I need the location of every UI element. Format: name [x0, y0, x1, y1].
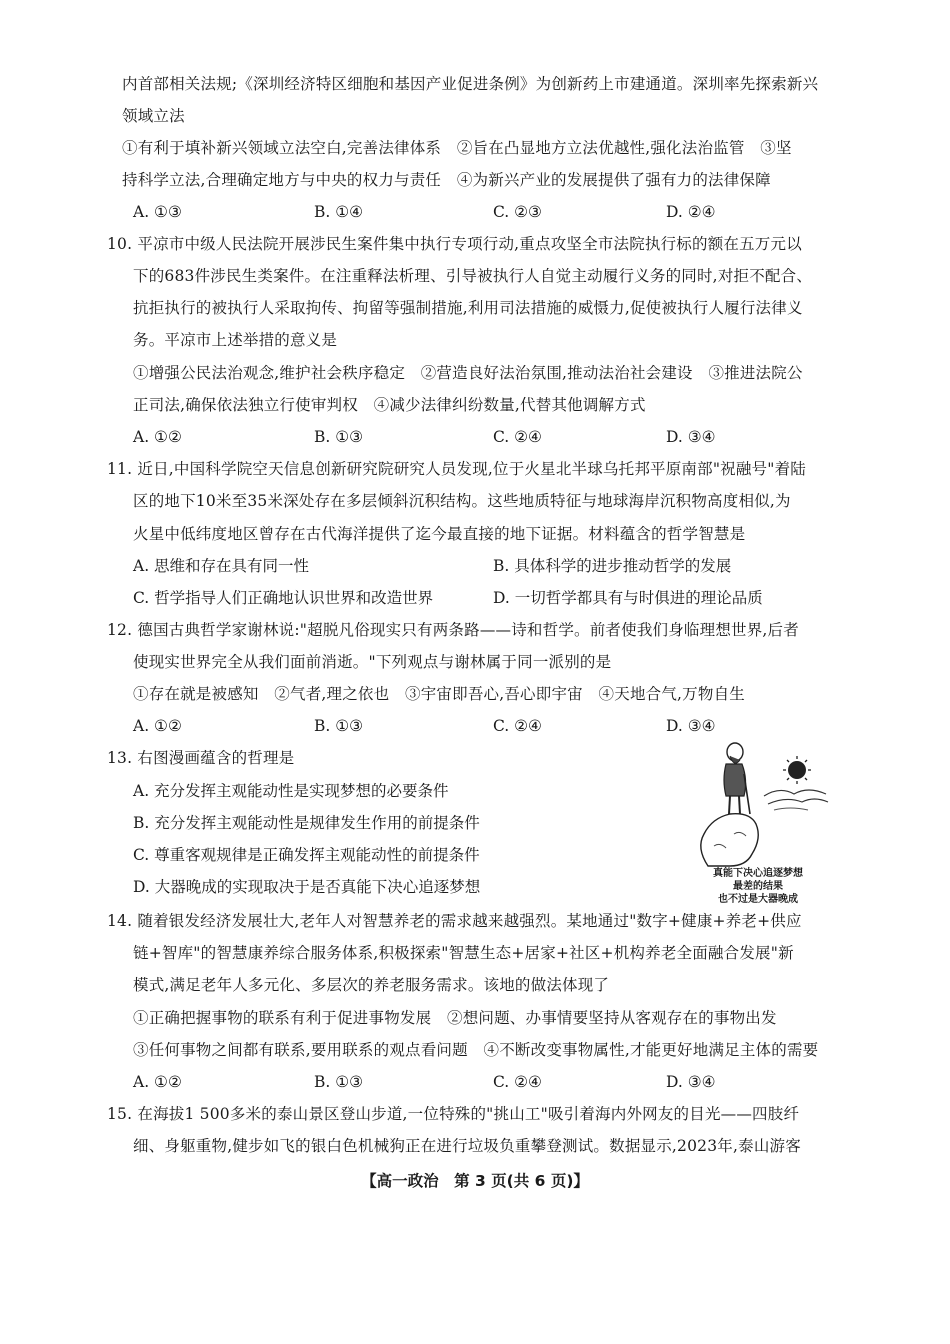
q12-stem-line: 使现实世界完全从我们面前消逝。"下列观点与谢林属于同一派别的是: [133, 653, 612, 671]
q12-stem-line: 12. 德国古典哲学家谢林说:"超脱凡俗现实只有两条路——诗和哲学。前者使我们身临理想世界,后者: [107, 621, 799, 639]
q13-option-a: A. 充分发挥主观能动性是实现梦想的必要条件: [133, 782, 449, 800]
q12-option-a: A. ①②: [133, 717, 182, 735]
q13-option-b: B. 充分发挥主观能动性是规律发生作用的前提条件: [133, 814, 480, 832]
q12-statement-line: ①存在就是被感知 ②气者,理之依也 ③宇宙即吾心,吾心即宇宙 ④天地合气,万物自生: [133, 685, 745, 703]
q14-statement-line: ③任何事物之间都有联系,要用联系的观点看问题 ④不断改变事物属性,才能更好地满足主体的需要: [133, 1041, 819, 1059]
q12-option-b: B. ①③: [314, 717, 364, 735]
q11-stem-line: 区的地下10米至35米深处存在多层倾斜沉积结构。这些地质特征与地球海岸沉积物高度相似,为: [133, 492, 791, 510]
q9-statement-line: ①有利于填补新兴领域立法空白,完善法律体系 ②旨在凸显地方立法优越性,强化法治监管 ③坚: [122, 139, 792, 157]
q14-option-a: A. ①②: [133, 1073, 182, 1091]
q14-option-b: B. ①③: [314, 1073, 364, 1091]
q9-statement-line: 持科学立法,合理确定地方与中央的权力与责任 ④为新兴产业的发展提供了强有力的法律保障: [122, 171, 771, 189]
q9-option-c: C. ②③: [493, 203, 542, 221]
cartoon-caption-line: 也不过是大器晚成: [718, 894, 798, 905]
q10-statement-line: 正司法,确保依法独立行使审判权 ④减少法律纠纷数量,代替其他调解方式: [133, 396, 646, 414]
q15-stem-line: 15. 在海拔1 500多米的泰山景区登山步道,一位特殊的"挑山工"吸引着海内外网友的目光——四肢纤: [107, 1105, 800, 1123]
q10-option-d: D. ③④: [666, 428, 716, 446]
q13-stem-line: 13. 右图漫画蕴含的哲理是: [107, 749, 295, 767]
q15-stem-line: 细、身躯重物,健步如飞的银白色机械狗正在进行垃圾负重攀登测试。数据显示,2023年,泰山游客: [133, 1137, 801, 1155]
cartoon-caption-line: 真能下决心追逐梦想: [713, 868, 803, 879]
q13-option-d: D. 大器晚成的实现取决于是否真能下决心追逐梦想: [133, 878, 481, 896]
q10-option-a: A. ①②: [133, 428, 182, 446]
q14-stem-line: 模式,满足老年人多元化、多层次的养老服务需求。该地的做法体现了: [133, 976, 610, 994]
q14-option-d: D. ③④: [666, 1073, 716, 1091]
cartoon-illustration: [690, 738, 830, 868]
q11-option-a: A. 思维和存在具有同一性: [133, 557, 310, 575]
q9-text-line: 内首部相关法规;《深圳经济特区细胞和基因产业促进条例》为创新药上市建通道。深圳率先探索新兴: [122, 75, 819, 93]
sun-icon: [783, 756, 811, 784]
q9-option-a: A. ①③: [133, 203, 182, 221]
q11-option-d: D. 一切哲学都具有与时俱进的理论品质: [493, 589, 763, 607]
q9-option-b: B. ①④: [314, 203, 364, 221]
q12-option-d: D. ③④: [666, 717, 716, 735]
q10-stem-line: 抗拒执行的被执行人采取拘传、拘留等强制措施,利用司法措施的威慑力,促使被执行人履行法律义: [133, 299, 803, 317]
q14-option-c: C. ②④: [493, 1073, 542, 1091]
q14-stem-line: 14. 随着银发经济发展壮大,老年人对智慧养老的需求越来越强烈。某地通过"数字+健康+养老+供应: [107, 912, 802, 930]
cartoon-caption-line: 最差的结果: [733, 881, 783, 892]
q10-stem-line: 10. 平凉市中级人民法院开展涉民生案件集中执行专项行动,重点攻坚全市法院执行标的额在五万元以: [107, 235, 802, 253]
q11-option-b: B. 具体科学的进步推动哲学的发展: [493, 557, 732, 575]
q10-stem-line: 下的683件涉民生类案件。在注重释法析理、引导被执行人自觉主动履行义务的同时,对拒不配合、: [133, 267, 813, 285]
q10-option-c: C. ②④: [493, 428, 542, 446]
q11-stem-line: 火星中低纬度地区曾存在古代海洋提供了迄今最直接的地下证据。材料蕴含的哲学智慧是: [133, 525, 746, 543]
q11-option-c: C. 哲学指导人们正确地认识世界和改造世界: [133, 589, 434, 607]
page-footer: 【高一政治 第 3 页(共 6 页)】: [361, 1172, 589, 1190]
old-man-figure: [724, 743, 750, 814]
q13-option-c: C. 尊重客观规律是正确发挥主观能动性的前提条件: [133, 846, 480, 864]
q9-option-d: D. ②④: [666, 203, 716, 221]
q10-stem-line: 务。平凉市上述举措的意义是: [133, 331, 338, 349]
q9-text-line: 领域立法: [122, 107, 185, 125]
q14-statement-line: ①正确把握事物的联系有利于促进事物发展 ②想问题、办事情要坚持从客观存在的事物出发: [133, 1009, 777, 1027]
q12-option-c: C. ②④: [493, 717, 542, 735]
q10-statement-line: ①增强公民法治观念,维护社会秩序稳定 ②营造良好法治氛围,推动法治社会建设 ③推进法院公: [133, 364, 803, 382]
q11-stem-line: 11. 近日,中国科学院空天信息创新研究院研究人员发现,位于火星北半球乌托邦平原南部"祝融号"着陆: [107, 460, 806, 478]
q14-stem-line: 链+智库"的智慧康养综合服务体系,积极探索"智慧生态+居家+社区+机构养老全面融合发展"新: [133, 944, 794, 962]
q10-option-b: B. ①③: [314, 428, 364, 446]
